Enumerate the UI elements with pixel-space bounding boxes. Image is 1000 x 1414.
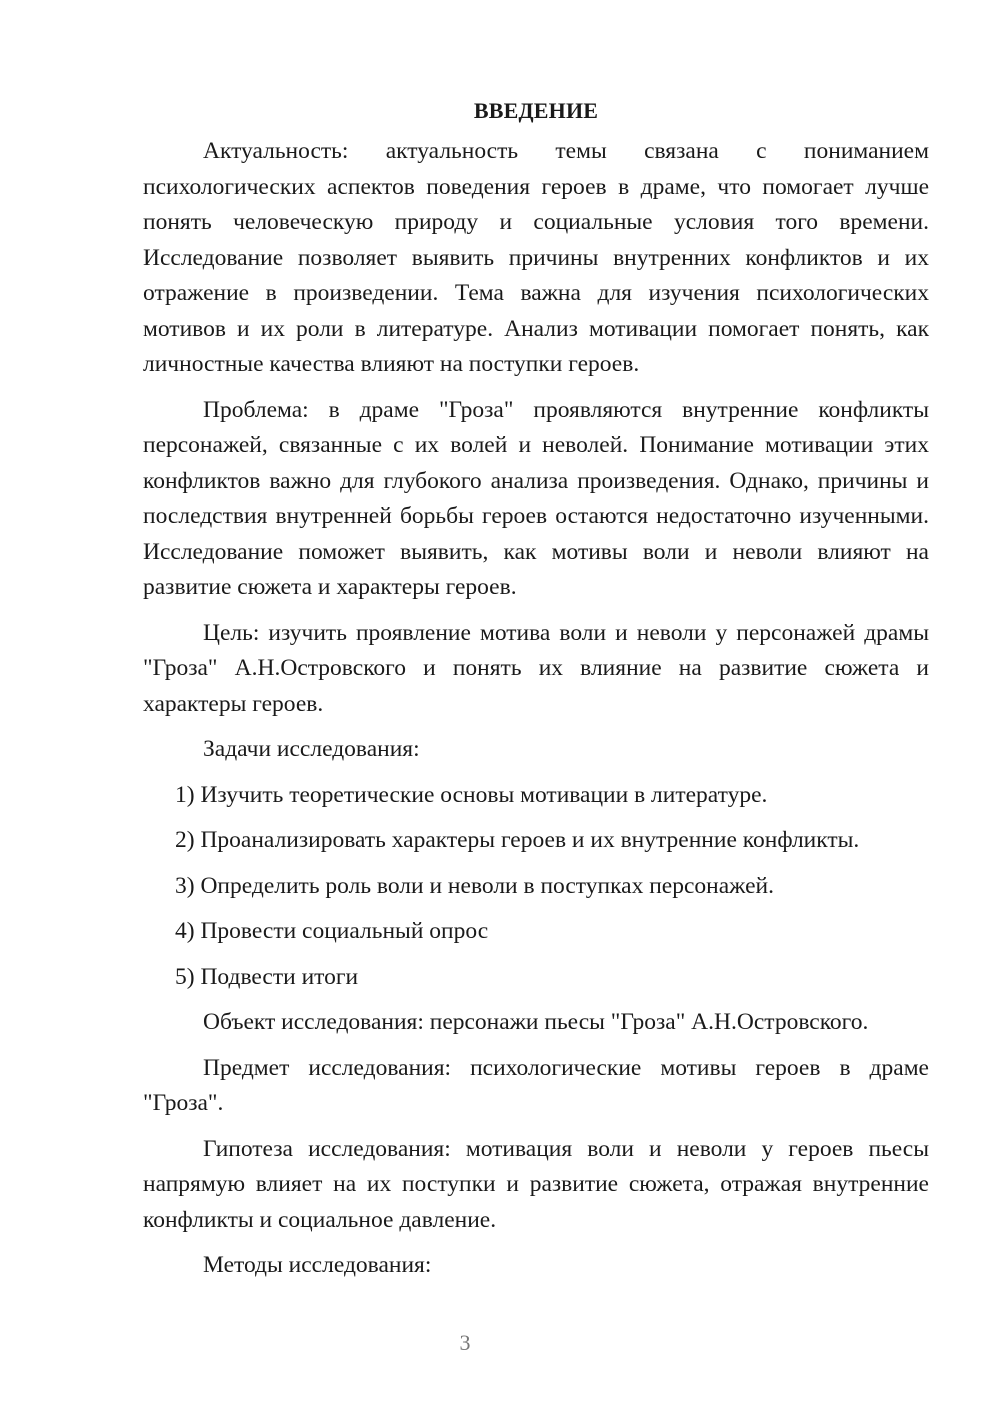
list-item: 5) Подвести итоги — [175, 963, 359, 990]
paragraph-hypothesis: Гипотеза исследования: мотивация воли и неволи у героев пьесы напрямую влияет на их поступки и развитие сюжета, отражая внутренние конфликты и социальное давление. — [143, 1135, 929, 1233]
list-item: 2) Проанализировать характеры героев и их внутренние конфликты. — [175, 827, 860, 853]
page-heading: ВВЕДЕНИЕ — [473, 98, 599, 123]
paragraph-object: Объект исследования: персонажи пьесы "Гроза" А.Н.Островского. — [203, 1009, 869, 1035]
paragraph-relevance: Актуальность: актуальность темы связана с пониманием психологических аспектов поведения героев в драме, что помогает лучше понять человеческую природу и социальные условия того времени. Исследование позволяет выявить причины внутренних конфликтов и их отражение в произведении. Тема важна для изучения психологических мотивов и их роли в литературе. Анализ мотивации помогает понять, как личностные качества влияют на поступки героев. — [143, 138, 929, 377]
page-content — [143, 94, 929, 1284]
paragraph-tasks-heading: Задачи исследования: — [203, 736, 420, 762]
paragraph-methods: Методы исследования: — [203, 1252, 432, 1278]
list-item: 4) Провести социальный опрос — [175, 918, 489, 944]
paragraph-problem: Проблема: в драме "Гроза" проявляются внутренние конфликты персонажей, связанные с их волей и неволей. Понимание мотивации этих конфликтов важно для глубокого анализа произведения. Однако, причины и последствия внутренней борьбы героев остаются недостаточно изученными. Исследование поможет выявить, как мотивы воли и неволи влияют на развитие сюжета и характеры героев. — [143, 396, 929, 600]
tasks-list — [143, 778, 929, 996]
page-number: 3 — [459, 1330, 471, 1355]
paragraph-goal: Цель: изучить проявление мотива воли и неволи у персонажей драмы "Гроза" А.Н.Островского и понять их влияние на развитие сюжета и характеры героев. — [143, 619, 929, 717]
list-item: 1) Изучить теоретические основы мотивации в литературе. — [175, 781, 768, 808]
paragraph-subject: Предмет исследования: психологические мотивы героев в драме "Гроза". — [143, 1054, 929, 1116]
list-item: 3) Определить роль воли и неволи в поступках персонажей. — [175, 872, 774, 899]
